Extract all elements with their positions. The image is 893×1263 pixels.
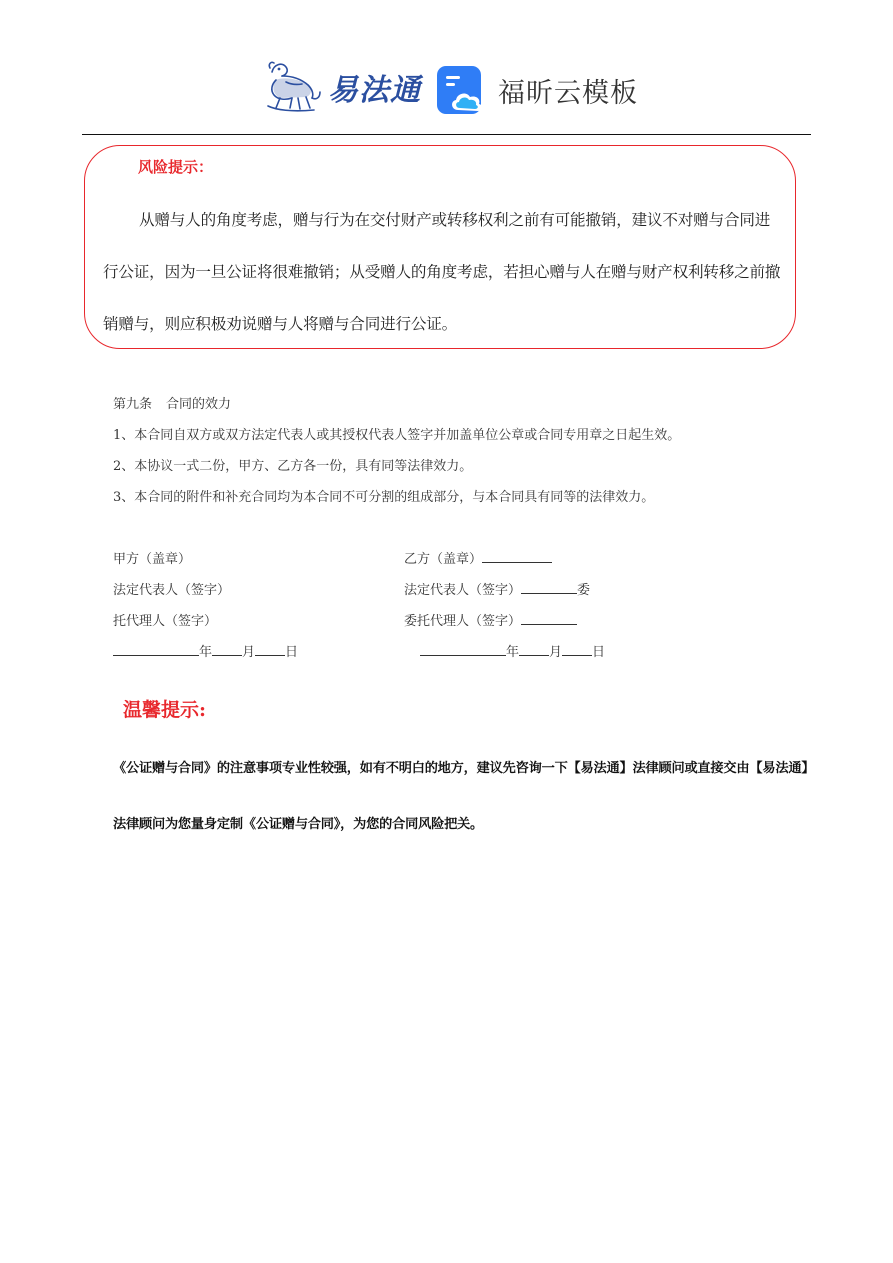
clause-item-2: 2、本协议一式二份，甲方、乙方各一份，具有同等法律效力。 [113, 459, 473, 474]
yifatong-logo [262, 58, 421, 116]
foxit-template-logo [436, 64, 638, 116]
party-b-seal-line [404, 547, 605, 578]
party-b-agent-label: 委托代理人（签字） [404, 614, 522, 629]
foxit-template-logo-text: 福昕云模板 [498, 77, 638, 109]
party-b-date-line [404, 640, 605, 671]
header-divider [82, 134, 811, 135]
party-b-seal-blank[interactable] [482, 547, 552, 563]
party-a-seal-line [113, 547, 298, 578]
date-year-blank[interactable] [420, 640, 506, 656]
clause-name: 合同的效力 [166, 397, 232, 412]
warm-tip-title: 温馨提示: [123, 699, 207, 721]
party-a-date-line [113, 640, 298, 671]
risk-notice-title: 风险提示： [138, 158, 214, 176]
foxit-cloud-doc-icon [436, 64, 488, 116]
date-month-label: 月 [242, 645, 256, 660]
party-b-legal-rep-line [404, 578, 605, 609]
party-b-legal-rep-blank[interactable] [521, 578, 577, 594]
date-day-label: 日 [285, 645, 299, 660]
clause-section [113, 392, 813, 516]
date-year-label: 年 [199, 645, 213, 660]
risk-notice-box [84, 145, 796, 349]
warm-tip-body: 《公证赠与合同》的注意事项专业性较强，如有不明白的地方，建议先咨询一下【易法通】法律顾问或直接交由【易法通】法律顾问为您量身定制《公证赠与合同》，为您的合同风险把关。 [113, 761, 808, 832]
qilin-icon [262, 58, 324, 116]
party-b-seal-label: 乙方（盖章） [404, 552, 483, 567]
date-day-blank[interactable] [255, 640, 285, 656]
party-a-legal-rep-line [113, 578, 298, 609]
party-a-agent-label: 托代理人（签字） [113, 614, 218, 629]
date-month-blank[interactable] [212, 640, 242, 656]
signature-block-party-b [404, 547, 605, 671]
page-header [0, 58, 893, 124]
clause-item-1: 1、本合同自双方或双方法定代表人或其授权代表人签字并加盖单位公章或合同专用章之日起生效。 [113, 428, 681, 443]
clause-heading [113, 392, 813, 423]
party-b-legal-rep-suffix: 委 [577, 583, 591, 598]
party-b-legal-rep-label: 法定代表人（签字） [404, 583, 522, 598]
party-a-seal-label: 甲方（盖章） [113, 552, 192, 567]
date-year-blank[interactable] [113, 640, 199, 656]
date-month-blank[interactable] [519, 640, 549, 656]
party-a-legal-rep-label: 法定代表人（签字） [113, 583, 231, 598]
date-day-label: 日 [592, 645, 606, 660]
clause-item-3: 3、本合同的附件和补充合同均为本合同不可分割的组成部分，与本合同具有同等的法律效力。 [113, 490, 655, 505]
signature-block-party-a [113, 547, 298, 671]
clause-number: 第九条 [113, 397, 153, 412]
party-a-agent-line [113, 609, 298, 640]
party-b-agent-blank[interactable] [521, 609, 577, 625]
date-year-label: 年 [506, 645, 520, 660]
risk-notice-body: 从赠与人的角度考虑，赠与行为在交付财产或转移权利之前有可能撤销，建议不对赠与合同进行公证，因为一旦公证将很难撤销；从受赠人的角度考虑，若担心赠与人在赠与财产权利转移之前撤销赠与，则应积极劝说赠与人将赠与合同进行公证。 [103, 211, 781, 333]
yifatong-logo-text: 易法通 [328, 73, 421, 108]
party-b-agent-line [404, 609, 605, 640]
date-day-blank[interactable] [562, 640, 592, 656]
date-month-label: 月 [549, 645, 563, 660]
